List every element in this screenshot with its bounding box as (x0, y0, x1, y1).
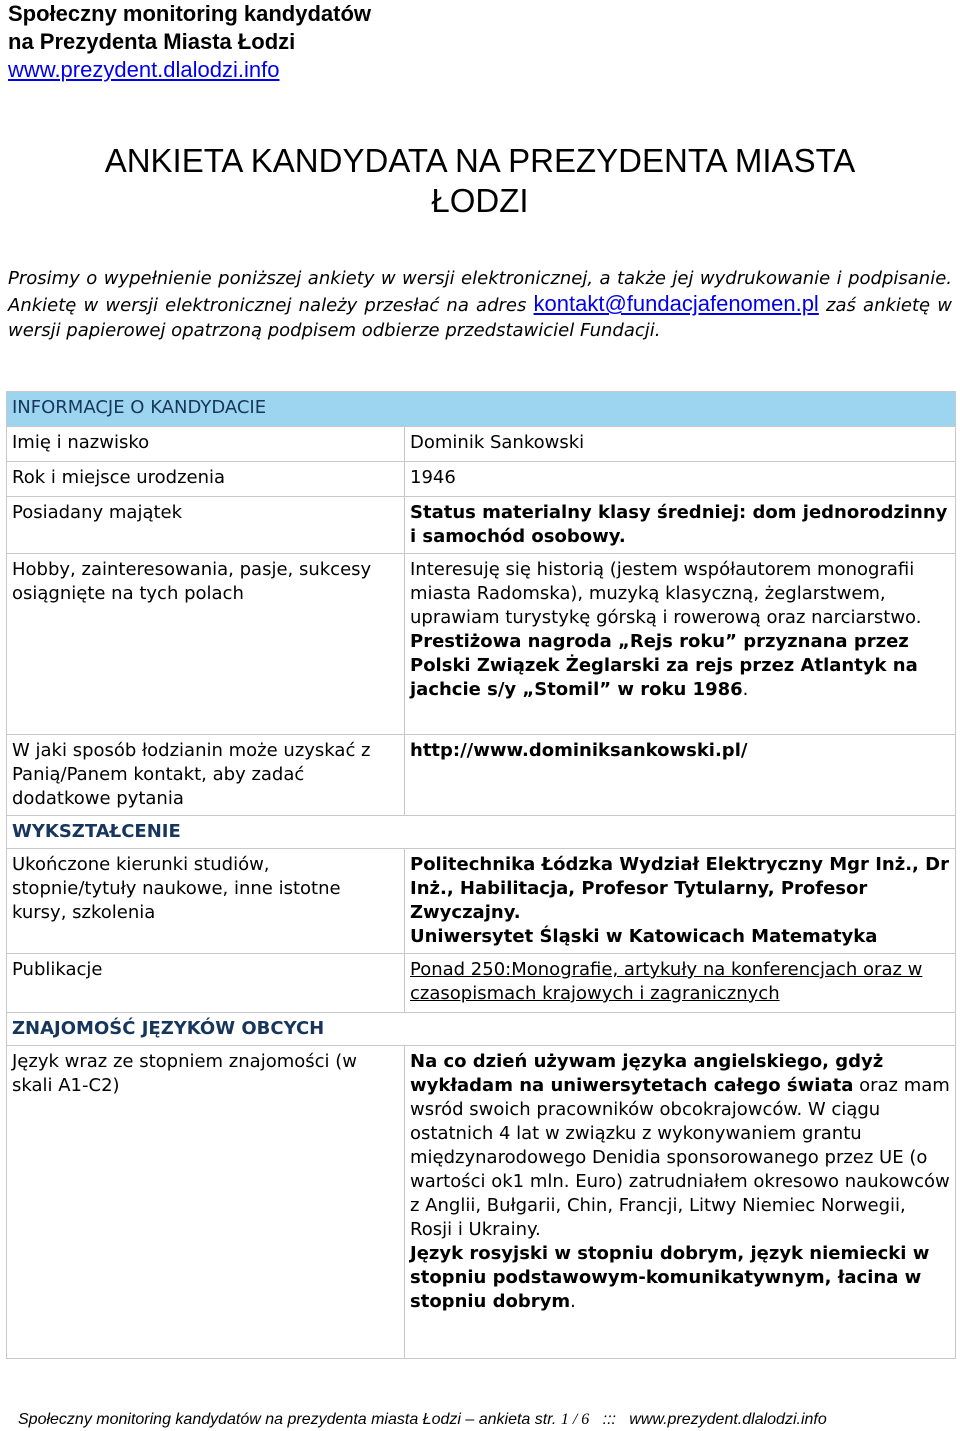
label-assets: Posiadany majątek (7, 497, 405, 554)
value-studies (405, 849, 956, 954)
page-footer (18, 1410, 948, 1430)
row-birth (7, 462, 956, 497)
row-hobby (7, 554, 956, 735)
row-studies (7, 849, 956, 954)
section-title: INFORMACJE O KANDYDACIE (12, 397, 267, 418)
value-contact: http://www.dominiksankowski.pl/ (405, 735, 956, 816)
intro-paragraph (8, 266, 952, 343)
label-publications: Publikacje (7, 954, 405, 1013)
org-name-line1: Społeczny monitoring kandydatów (8, 1, 372, 26)
label-languages: Język wraz ze stopniem znajomości (w skali A1-C2) (7, 1046, 405, 1359)
footer-site: www.prezydent.dlalodzi.info (629, 1411, 827, 1428)
row-name (7, 427, 956, 462)
page-title (0, 141, 960, 221)
value-hobby (405, 554, 956, 735)
lang-english: Na co dzień używam języka angielskiego, gdyż wykładam na uniwersytetach całego świata (410, 1051, 884, 1096)
label-studies: Ukończone kierunki studiów, stopnie/tytuły naukowe, inne istotne kursy, szkolenia (7, 849, 405, 954)
org-name-line2: na Prezydenta Miasta Łodzi (8, 29, 296, 54)
value-publications: Ponad 250:Monografie, artykuły na konferencjach oraz w czasopismach krajowych i zagranicznych (405, 954, 956, 1013)
document-header (8, 0, 948, 84)
intro-text-2: zaś ankietę w wersji papierowej opatrzoną podpisem odbierze przedstawiciel Fundacji. (8, 295, 953, 341)
footer-colons: ::: (589, 1411, 630, 1428)
hobby-text: Interesuję się historią (jestem współautorem monografii miasta Radomska), muzyką klasyczną, żeglarstwem, uprawiam turystykę górską i rowerową oraz narciarstwo. (410, 559, 922, 628)
value-languages (405, 1046, 956, 1359)
footer-page: 1 (560, 1411, 569, 1428)
footer-sep: / (568, 1411, 582, 1428)
value-birth: 1946 (405, 462, 956, 497)
row-publications (7, 954, 956, 1013)
row-languages (7, 1046, 956, 1359)
label-hobby: Hobby, zainteresowania, pasje, sukcesy osiągnięte na tych polach (7, 554, 405, 735)
lang-other: Język rosyjski w stopniu dobrym, język niemiecki w stopniu podstawowym-komunikatywnym, łacina w stopniu dobrym (410, 1243, 930, 1312)
row-contact (7, 735, 956, 816)
section-title: WYKSZTAŁCENIE (12, 821, 181, 842)
studies-line1: Politechnika Łódzka Wydział Elektryczny Mgr Inż., Dr Inż., Habilitacja, Profesor Tytularny, Profesor Zwyczajny. (410, 854, 949, 923)
email-link[interactable]: kontakt@fundacjafenomen.pl (533, 291, 819, 316)
lang-details: oraz mam wsród swoich pracowników obcokrajowców. W ciągu ostatnich 4 lat w związku z wykonywaniem grantu międzynarodowego Denidia sponsorowanego przez UE (o wartości ok1 mln. Euro) zatrudniałem okresowo naukowców z Anglii, Bułgarii, Chin, Francji, Litwy Niemiec Norwegii, Rosji i Ukrainy. (410, 1075, 950, 1240)
value-assets: Status materialny klasy średniej: dom jednorodzinny i samochód osobowy. (405, 497, 956, 554)
label-birth: Rok i miejsce urodzenia (7, 462, 405, 497)
page-title-line2: ŁODZI (431, 182, 529, 219)
website-link[interactable]: www.prezydent.dlalodzi.info (8, 57, 280, 82)
label-name: Imię i nazwisko (7, 427, 405, 462)
hobby-end: . (742, 679, 749, 700)
section-education (7, 816, 956, 849)
hobby-award: Prestiżowa nagroda „Rejs roku” przyznana przez Polski Związek Żeglarski za rejs przez Atlantyk na jachcie s/y „Stomil” w roku 1986 (410, 631, 918, 700)
footer-text: Społeczny monitoring kandydatów na prezydenta miasta Łodzi – ankieta str. (18, 1411, 561, 1428)
value-name: Dominik Sankowski (405, 427, 956, 462)
intro-text-1: Prosimy o wypełnienie poniższej ankiety w wersji elektronicznej, a także jej wydrukowanie i podpisanie. Ankietę w wersji elektronicznej należy przesłać na adres (8, 268, 952, 316)
footer-total: 6 (581, 1411, 590, 1428)
row-assets (7, 497, 956, 554)
candidate-form-table (6, 391, 956, 1359)
section-title: ZNAJOMOŚĆ JĘZYKÓW OBCYCH (12, 1018, 325, 1039)
section-candidate-info (7, 392, 956, 427)
lang-end: . (570, 1291, 576, 1312)
label-contact: W jaki sposób łodzianin może uzyskać z Panią/Panem kontakt, aby zadać dodatkowe pytania (7, 735, 405, 816)
section-languages (7, 1013, 956, 1046)
page-title-line1: ANKIETA KANDYDATA NA PREZYDENTA MIASTA (104, 142, 856, 179)
studies-line2: Uniwersytet Śląski w Katowicach Matematyka (410, 926, 878, 947)
